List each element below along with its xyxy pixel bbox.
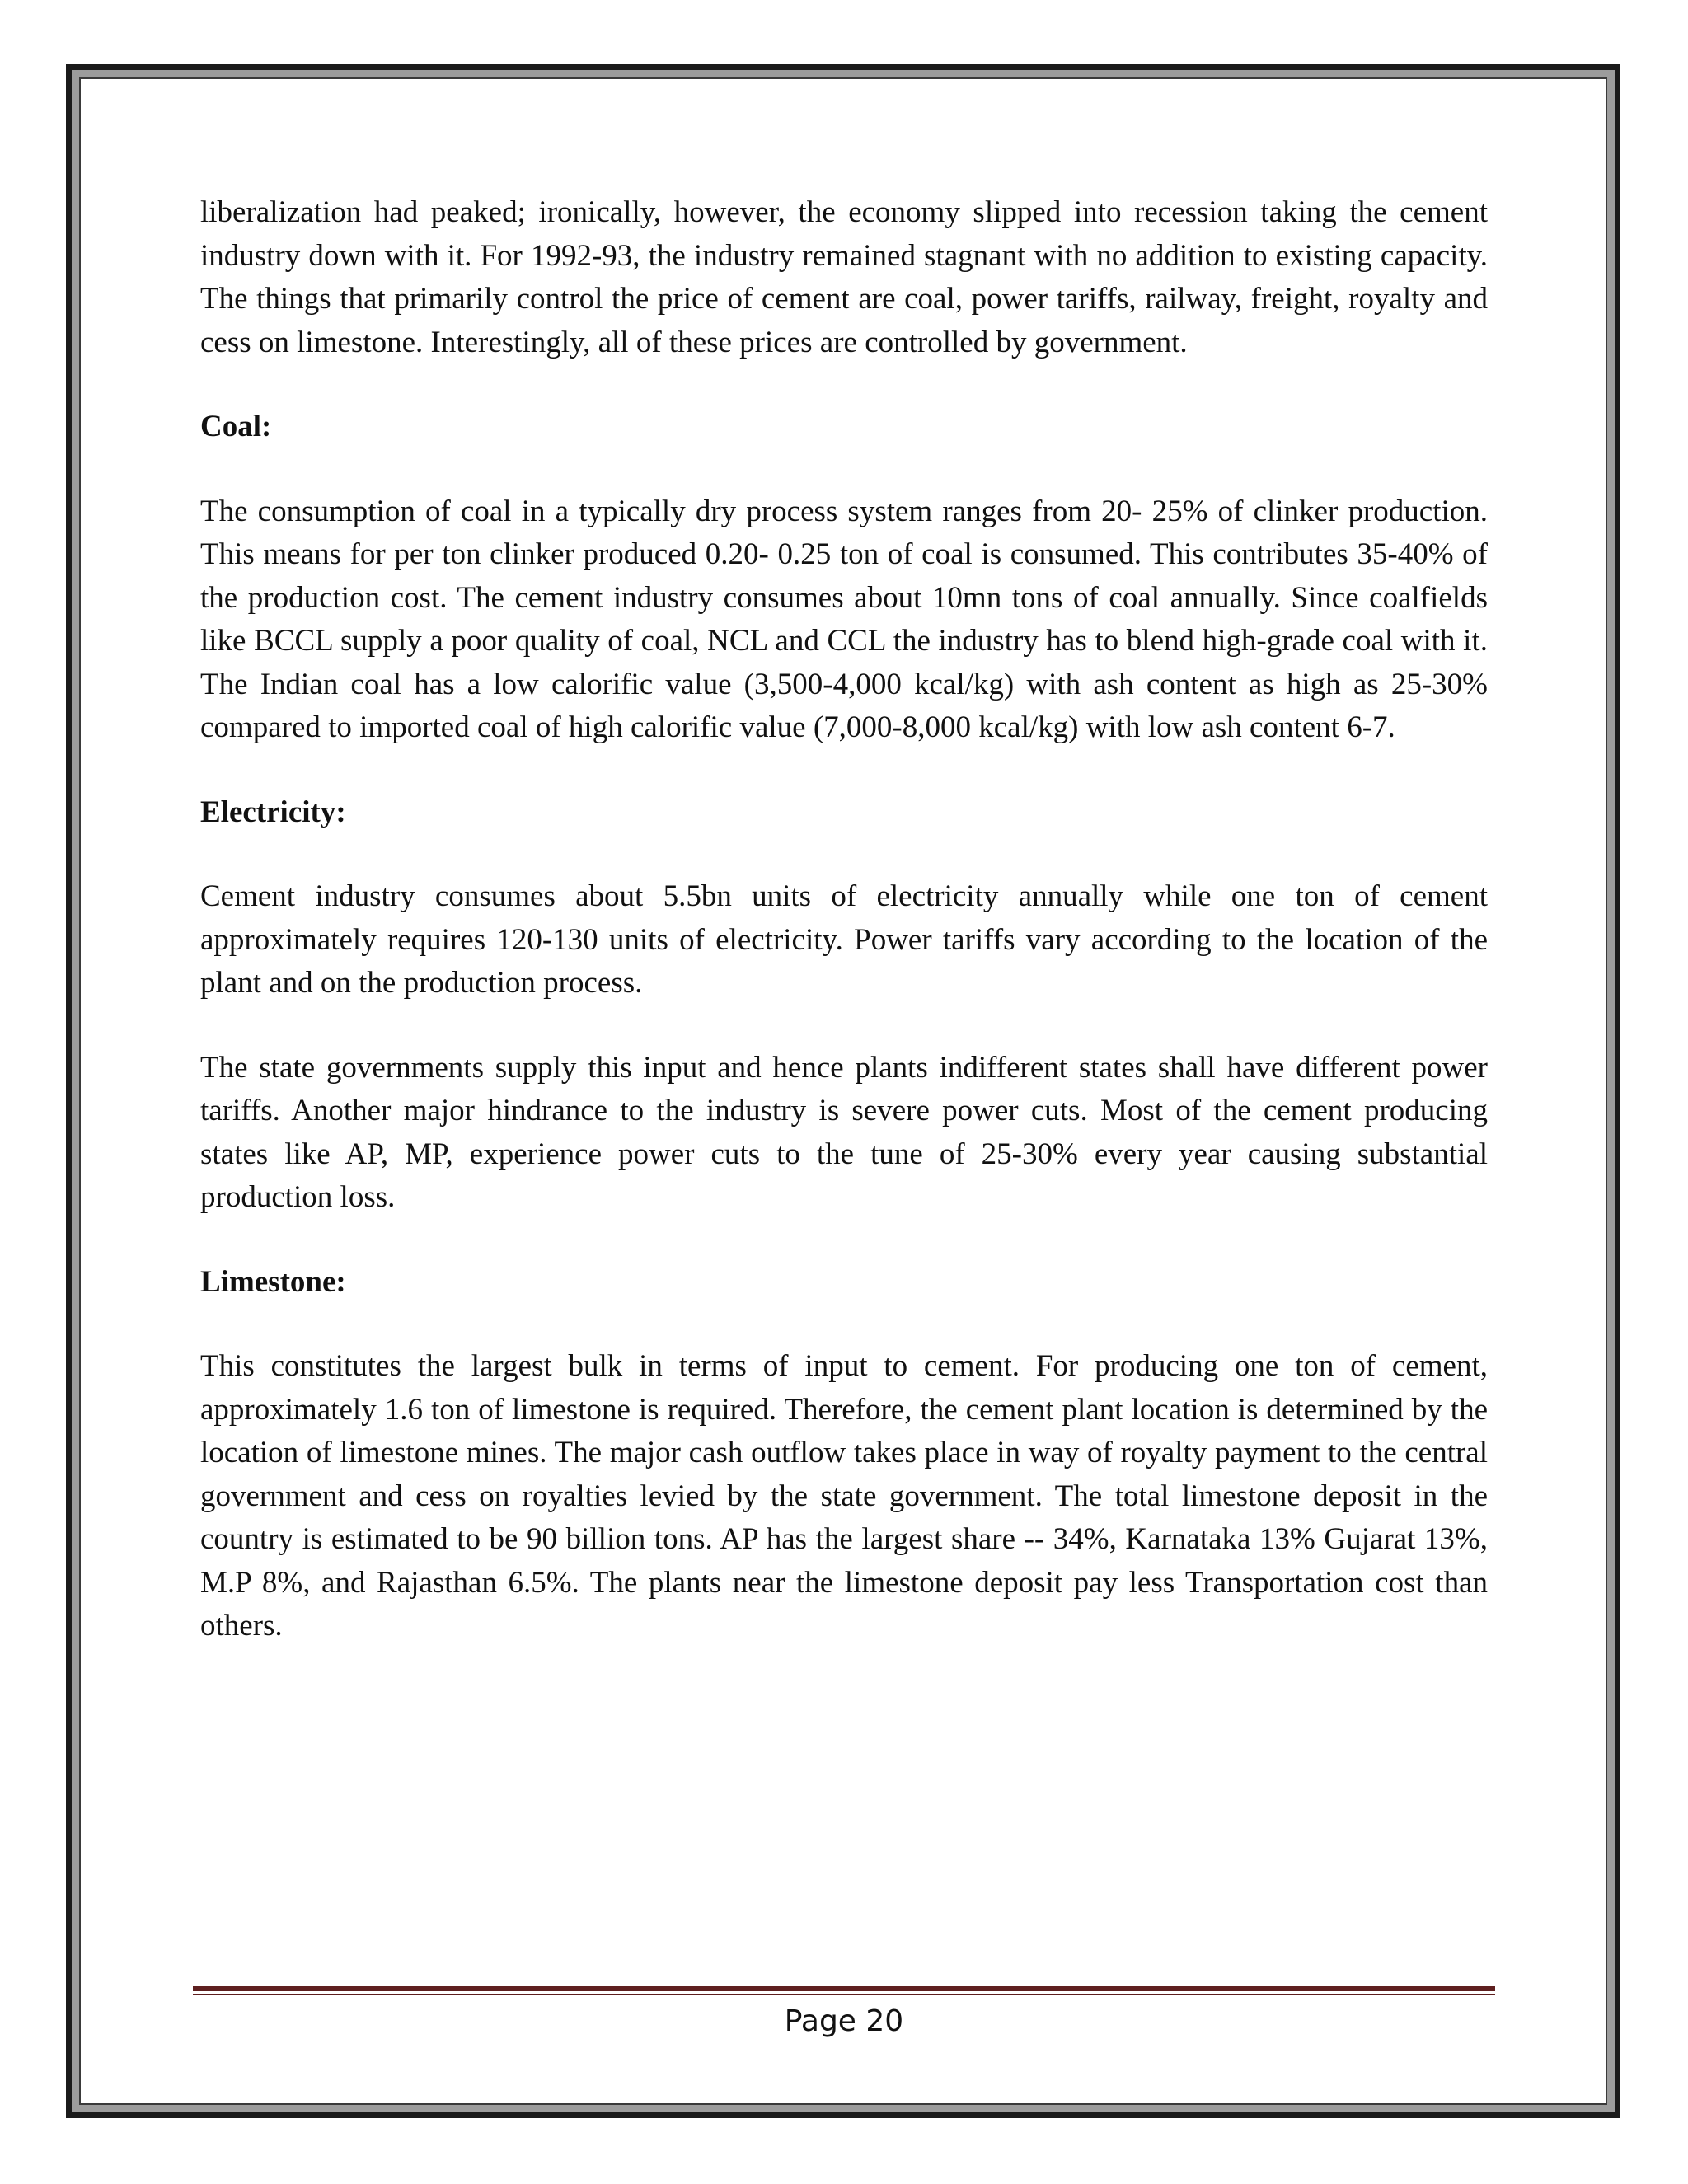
document-body — [200, 191, 1488, 1690]
section-heading-coal: Coal: — [200, 410, 272, 443]
footer-rule-thin — [193, 1994, 1495, 1995]
page-number: Page 20 — [784, 2004, 904, 2038]
coal-paragraph: The consumption of coal in a typically dry process system ranges from 20- 25% of clinker production. This means for per ton clinker produced 0.20- 0.25 ton of coal is consumed. This contributes 35-40% of the production cost. The cement industry consumes about 10mn tons of coal annually. Since coalfields like BCCL supply a poor quality of coal, NCL and CCL the industry has to blend high-grade coal with it. The Indian coal has a low calorific value (3,500-4,000 kcal/kg) with ash content as high as 25-30% compared to imported coal of high calorific value (7,000-8,000 kcal/kg) with low ash content 6-7. — [200, 494, 1488, 744]
section-heading-electricity: Electricity: — [200, 794, 346, 829]
electricity-paragraph-1: Cement industry consumes about 5.5bn units of electricity annually while one ton of cement approximately requires 120-130 units of electricity. Power tariffs vary according to the location of the plant and on the production process. — [200, 879, 1488, 1000]
limestone-paragraph: This constitutes the largest bulk in terms of input to cement. For producing one ton of cement, approximately 1.6 ton of limestone is required. Therefore, the cement plant location is determined by the location of limestone mines. The major cash outflow takes place in way of royalty payment to the central government and cess on royalties levied by the state government. The total limestone deposit in the country is estimated to be 90 billion tons. AP has the largest share -- 34%, Karnataka 13% Gujarat 13%, M.P 8%, and Rajasthan 6.5%. The plants near the limestone deposit pay less Transportation cost than others. — [200, 1349, 1488, 1643]
footer-rule — [193, 1986, 1495, 1995]
section-heading-limestone: Limestone: — [200, 1264, 346, 1299]
intro-paragraph: liberalization had peaked; ironically, however, the economy slipped into recession taking the cement industry down with it. For 1992-93, the industry remained stagnant with no addition to existing capacity. The things that primarily control the price of cement are coal, power tariffs, railway, freight, royalty and cess on limestone. Interestingly, all of these prices are controlled by government. — [200, 195, 1488, 359]
electricity-paragraph-2: The state governments supply this input and hence plants indifferent states shall have different power tariffs. Another major hindrance to the industry is severe power cuts. Most of the cement producing states like AP, MP, experience power cuts to the tune of 25-30% every year causing substantial production loss. — [200, 1050, 1488, 1214]
